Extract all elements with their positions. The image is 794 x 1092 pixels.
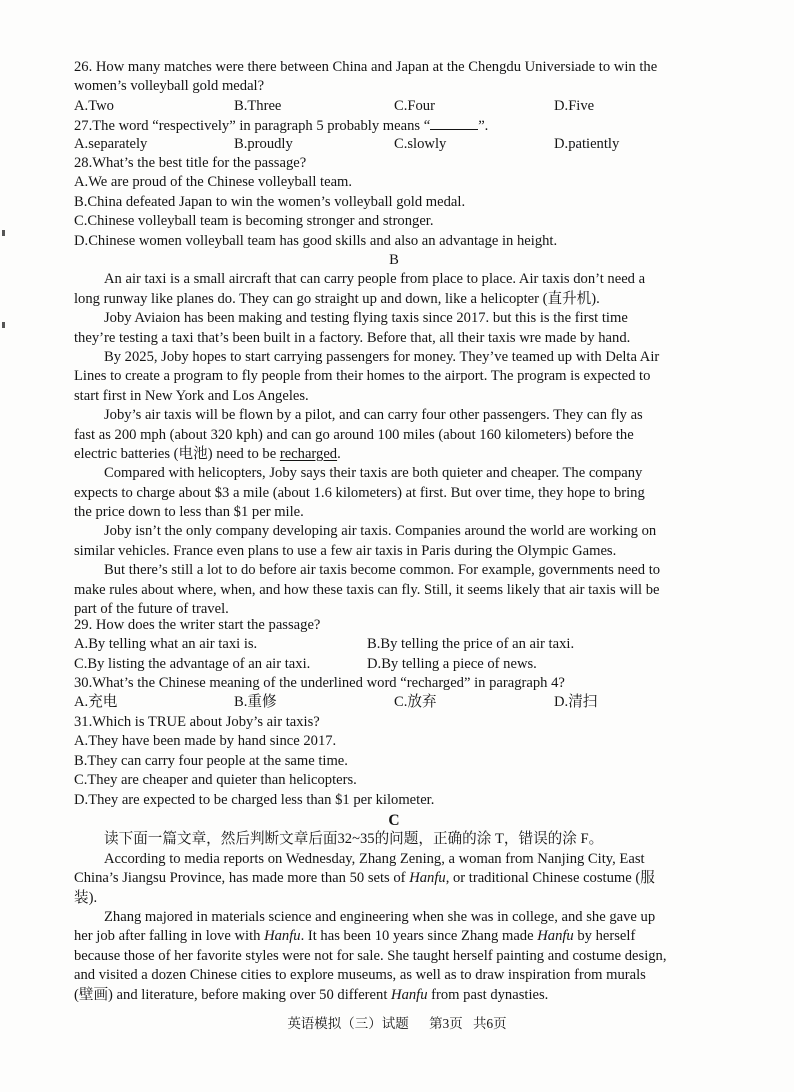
paragraph-line: part of the future of travel. [74,601,229,618]
option-b[interactable]: B.By telling the price of an air taxi. [367,636,575,653]
paragraph-line: fast as 200 mph (about 320 kph) and can go around 100 miles (about 160 kilometers) before the [74,426,634,443]
paragraph-line: start first in New York and Los Angeles. [74,387,309,404]
option-a[interactable]: A.充电 [74,694,118,711]
underlined-word: recharged [279,445,338,462]
margin-mark [2,230,5,236]
option-a[interactable]: A.We are proud of the Chinese volleyball team. [74,174,353,191]
paragraph-line: Joby Aviaion has been making and testing flying taxis since 2017. but this is the first time [104,310,628,327]
paragraph-line: expects to charge about $3 a mile (about 1.6 kilometers) at first. But over time, they hope to bring [74,484,645,501]
answer-blank [430,116,478,130]
exam-title: 英语模拟（三）试题 [287,1016,409,1031]
option-b[interactable]: B.China defeated Japan to win the women’s volleyball gold medal. [74,193,466,210]
paragraph-line: (壁画) and literature, before making over 50 different Hanfu from past dynasties. [74,986,549,1003]
option-d[interactable]: D.By telling a piece of news. [367,655,537,672]
question-28 [74,154,714,251]
question-stem: 26. How many matches were there between China and Japan at the Chengdu Universiade to win the [74,59,658,75]
options-row [74,693,714,712]
paragraph-line: Lines to create a program to fly people from their homes to the airport. The program is expected to [74,368,651,385]
paragraph-line: Joby isn’t the only company developing air taxis. Companies around the world are working on [104,523,657,540]
option-d[interactable]: D.They are expected to be charged less than $1 per kilometer. [74,791,435,808]
option-d[interactable]: D.patiently [554,136,620,153]
option-b[interactable]: B.Three [234,97,282,114]
option-c[interactable]: C.They are cheaper and quieter than helicopters. [74,772,357,789]
option-d[interactable]: D.Chinese women volleyball team has good skills and also an advantage in height. [74,232,558,249]
paragraph-line: But there’s still a lot to do before air taxis become common. For example, governments need to [104,562,661,579]
option-c[interactable]: C.Chinese volleyball team is becoming stronger and stronger. [74,213,434,230]
page-footer [0,1014,794,1033]
paragraph-line: they’re testing a taxi that’s been built in a factory. Before that, all their taxis wre made by hand. [74,329,631,346]
option-a[interactable]: A.Two [74,97,114,114]
section-heading: C [388,812,400,829]
question-26 [74,58,714,116]
option-c[interactable]: C.Four [394,97,435,114]
options-row [74,635,714,654]
paragraph-line: her job after falling in love with Hanfu. It has been 10 years since Zhang made Hanfu by herself [74,928,636,945]
option-d[interactable]: D.Five [554,97,595,114]
paragraph-line: Joby’s air taxis will be flown by a pilot, and can carry four other passengers. They can fly as [104,407,643,424]
paragraph-line: and visited a dozen Chinese cities to explore museums, as well as to draw inspiration from murals [74,967,646,984]
question-29 [74,616,714,674]
paragraph-line: because those of her favorite styles were not for sale. She taught herself painting and costume design, [74,947,667,964]
question-30 [74,674,714,713]
option-c[interactable]: C.slowly [394,136,447,153]
page-number: 第3页 [429,1016,463,1031]
question-stem: 27.The word “respectively” in paragraph 5 probably means “ ”. [74,118,489,134]
option-b[interactable]: B.proudly [234,136,293,153]
question-stem: 31.Which is TRUE about Joby’s air taxis? [74,714,320,730]
paragraph-line: Compared with helicopters, Joby says their taxis are both quieter and cheaper. The company [104,465,643,482]
margin-mark [2,322,5,328]
option-a[interactable]: A.separately [74,136,148,153]
option-c[interactable]: C.放弃 [394,694,437,711]
paragraph-line: According to media reports on Wednesday, Zhang Zening, a woman from Nanjing City, East [104,850,645,867]
question-stem: 30.What’s the Chinese meaning of the underlined word “recharged” in paragraph 4? [74,675,565,691]
section-b-passage [74,251,714,619]
section-instruction: 读下面一篇文章，然后判断文章后面32~35的问题，正确的涂 T，错误的涂 F。 [104,831,604,848]
option-b[interactable]: B.They can carry four people at the same time. [74,752,348,769]
question-stem: women’s volleyball gold medal? [74,78,265,95]
question-stem: 29. How does the writer start the passage? [74,617,321,633]
paragraph-line: An air taxi is a small aircraft that can carry people from place to place. Air taxis don’t need a [104,271,646,288]
paragraph-line: China’s Jiangsu Province, has made more than 50 sets of Hanfu, or traditional Chinese costume (服 [74,870,655,887]
paragraph-line: the price down to less than $1 per mile. [74,504,304,521]
option-a[interactable]: A.They have been made by hand since 2017. [74,733,337,750]
paragraph-line: make rules about where, when, and how these taxis can fly. Still, it seems likely that air taxis will be [74,581,660,598]
question-stem: 28.What’s the best title for the passage? [74,155,307,171]
question-31 [74,713,714,810]
section-c-passage [74,811,714,1005]
paragraph-line: 装). [74,889,98,906]
paragraph-line: Zhang majored in materials science and engineering when she was in college, and she gave up [104,908,656,925]
option-a[interactable]: A.By telling what an air taxi is. [74,636,258,653]
paragraph-line: By 2025, Joby hopes to start carrying passengers for money. They’ve teamed up with Delta Air [104,348,660,365]
section-heading: B [389,252,399,268]
paragraph-line: similar vehicles. France even plans to use a few air taxis in Paris during the Olympic Games. [74,542,617,559]
options-row [74,655,714,674]
options-row [74,135,714,154]
option-b[interactable]: B.重修 [234,694,277,711]
question-27 [74,116,714,155]
paragraph-line: electric batteries (电池) need to be recharged. [74,445,341,462]
page-total: 共6页 [472,1016,507,1031]
options-row [74,97,714,116]
paragraph-line: long runway like planes do. They can go straight up and down, like a helicopter (直升机). [74,290,600,307]
option-c[interactable]: C.By listing the advantage of an air taxi. [74,655,311,672]
option-d[interactable]: D.清扫 [554,694,598,711]
